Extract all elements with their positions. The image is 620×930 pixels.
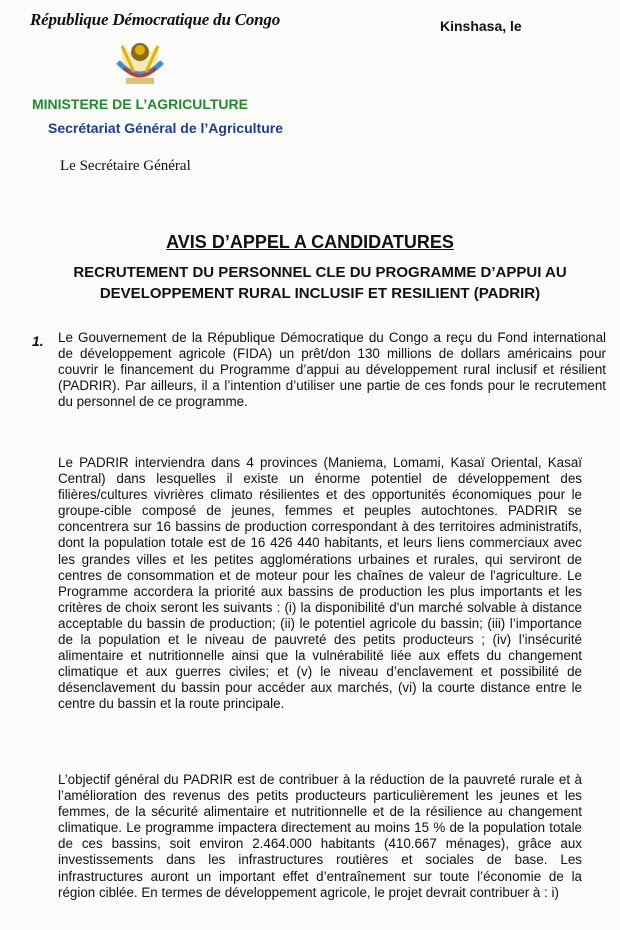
place-date: Kinshasa, le <box>440 18 522 34</box>
notice-subtitle: RECRUTEMENT DU PERSONNEL CLE DU PROGRAMME D’APPUI AU DEVELOPPEMENT RURAL INCLUSIF ET RESILIENT (PADRIR) <box>73 264 567 302</box>
secretariat-name: Secrétariat Général de l’Agriculture <box>48 120 283 136</box>
signatory-title: Le Secrétaire Général <box>60 158 191 174</box>
paragraph-provinces: Le PADRIR interviendra dans 4 provinces (Maniema, Lomami, Kasaï Oriental, Kasaï Central) dans lesquelles il existe un énorme potentiel de développement des filières/cultures vivrières climato résilientes et des opportunités économiques pour le groupe-cible composé de jeunes, femmes et peuples autochtones. PADRIR se concentrera sur 16 bassins de production correspondant à des territoires administratifs, dont la population totale est de 16 426 440 habitants, et leurs liens commerciaux avec les grandes villes et les petites agglomérations urbaines et rurales, qui serviront de centres de consommation et de moteur pour les chaînes de valeur de l'agriculture. Le Programme accordera la priorité aux bassins de production les plus importants et les critères de choix seront les suivants : (i) la disponibilité d'un marché solvable à distance acceptable du bassin de production; (ii) le potentiel agricole du bassin; (iii) l’importance de la population et le niveau de pauvreté des petits producteurs ; (iv) l’insécurité alimentaire et nutritionnelle ainsi que la vulnérabilité liée aux effets du changement climatique et aux guerres civiles; et (v) le niveau d’enclavement et possibilité de désenclavement du bassin pour accéder aux marchés, (vi) la courte distance entre le centre du bassin et la route principale. <box>58 455 582 712</box>
paragraph-objective: L’objectif général du PADRIR est de contribuer à la réduction de la pauvreté rurale et à l’amélioration des revenus des petits producteurs particulièrement les jeunes et les femmes, de la sécurité alimentaire et nutritionnelle et de la résilience au changement climatique. Le programme impactera directement au moins 15 % de la population totale de ces bassins, soit environ 2.464.000 habitants (410.667 ménages), grâce aux investissements dans les infrastructures routières et sociales de base. Les infrastructures auront un important effet d’entraînement sur toute l’économie de la région ciblée. En termes de développement agricole, le projet devrait contribuer à : i) <box>58 772 582 900</box>
notice-title: AVIS D’APPEL A CANDIDATURES <box>166 232 454 252</box>
ministry-name: MINISTERE DE L’AGRICULTURE <box>32 96 248 112</box>
paragraph-funding: Le Gouvernement de la République Démocratique du Congo a reçu du Fond international de développement agricole (FIDA) un prêt/don 130 millions de dollars américains pour couvrir le financement du Programme d’appui au développement rural inclusif et résilient (PADRIR). Par ailleurs, il a l’intention d’utiliser une partie de ces fonds pour le recrutement du personnel de ce programme. <box>58 330 606 410</box>
coat-of-arms-icon <box>108 38 172 94</box>
item-number: 1. <box>32 333 44 349</box>
republic-heading: République Démocratique du Congo <box>30 10 281 29</box>
